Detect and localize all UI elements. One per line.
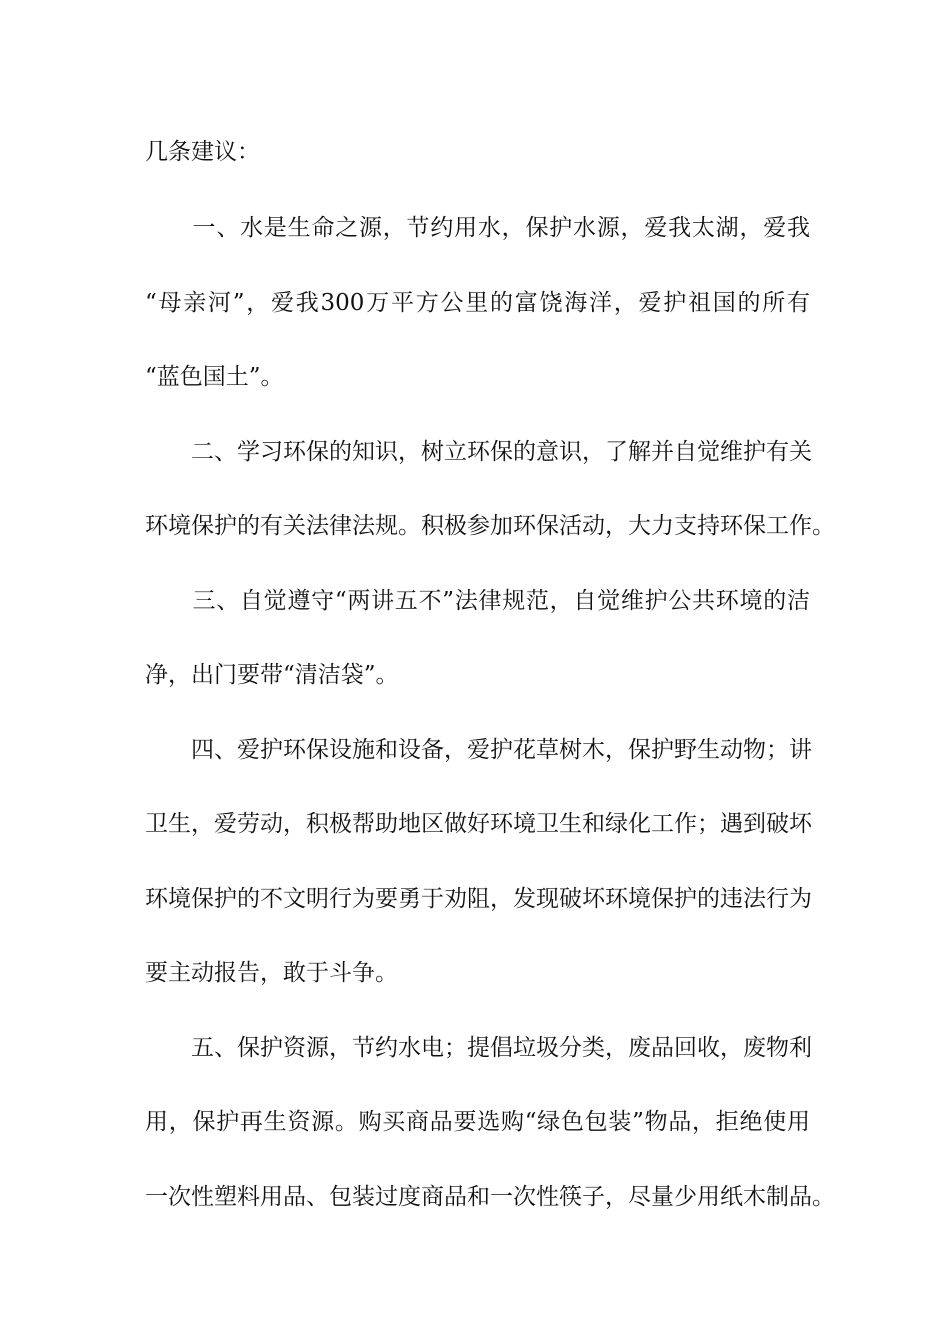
text-line: 一、水是生命之源，节约用水，保护水源，爱我太湖，爱我 (145, 215, 810, 241)
text-line: 要主动报告，敢于斗争。 (145, 960, 398, 986)
text-line: 二、学习环保的知识，树立环保的意识，了解并自觉维护有关 (145, 439, 812, 465)
text-line: 五、保护资源，节约水电；提倡垃圾分类，废品回收，废物利 (145, 1035, 812, 1061)
text-line: 三、自觉遵守“两讲五不”法律规范，自觉维护公共环境的洁 (145, 588, 810, 614)
text-line: 用，保护再生资源。购买商品要选购“绿色包装”物品，拒绝使用 (145, 1109, 810, 1135)
text-line: “蓝色国土”。 (145, 364, 284, 390)
text-line: 一次性塑料用品、包装过度商品和一次性筷子，尽量少用纸木制品。 (145, 1184, 835, 1210)
text-line: 四、爱护环保设施和设备，爱护花草树木，保护野生动物；讲 (145, 737, 812, 763)
text-line: 卫生，爱劳动，积极帮助地区做好环境卫生和绿化工作；遇到破坏 (145, 811, 812, 837)
text-line: 环境保护的有关法律法规。积极参加环保活动，大力支持环保工作。 (145, 513, 835, 539)
text-line: 环境保护的不文明行为要勇于劝阻，发现破坏环境保护的违法行为 (145, 886, 812, 912)
text-line: 几条建议： (145, 139, 260, 165)
text-line: “母亲河”，爱我300万平方公里的富饶海洋，爱护祖国的所有 (145, 290, 810, 316)
text-line: 净，出门要带“清洁袋”。 (145, 662, 399, 688)
